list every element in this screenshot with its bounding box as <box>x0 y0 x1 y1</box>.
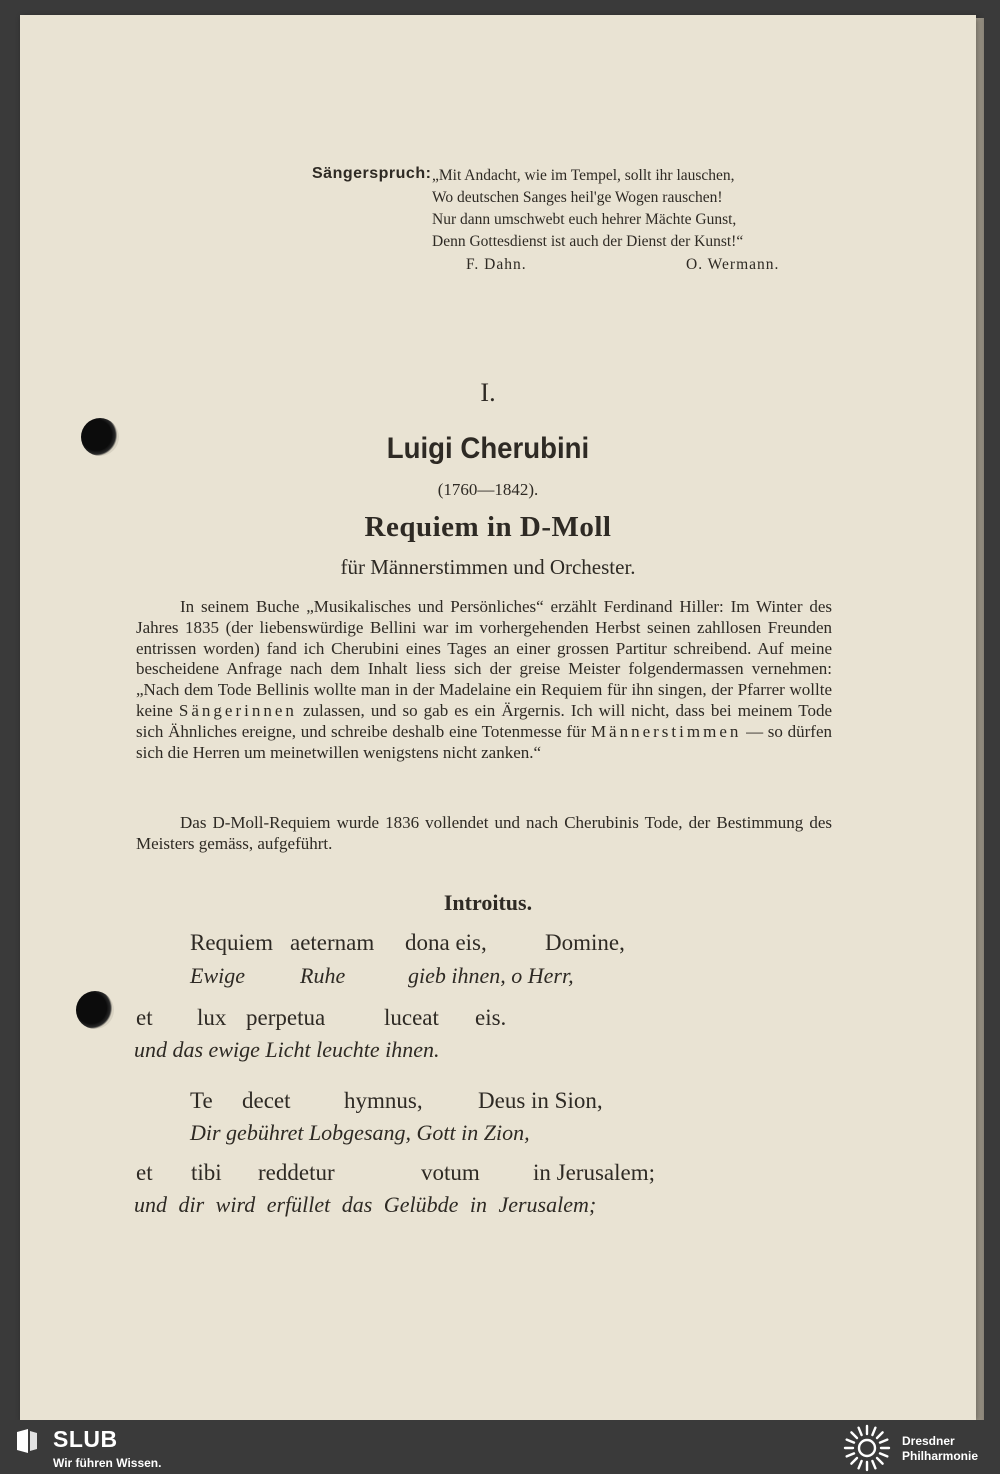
introitus-heading: Introitus. <box>443 890 533 915</box>
philharmonie-name-1: Dresdner <box>902 1434 955 1448</box>
german-line-2: und das ewige Licht leuchte ihnen. <box>134 1037 440 1062</box>
slub-tagline: Wir führen Wissen. <box>53 1456 162 1470</box>
slub-brand[interactable]: SLUB <box>53 1426 118 1452</box>
german-line-4: und dir wird erfüllet das Gelübde in Jerusalem; <box>134 1192 597 1217</box>
intro-paragraph-2: Das D-Moll-Requiem wurde 1836 vollendet und nach Cherubinis Tode, der Bestimmung des Meisters gemäss, aufgeführt. <box>136 813 832 853</box>
work-title: Requiem in D-Moll <box>364 511 612 543</box>
section-number: I. <box>480 378 496 407</box>
motto-label: Sängerspruch: <box>312 165 432 182</box>
emphasis-maennerstimmen: Männerstimmen <box>590 721 742 741</box>
composer-name: Luigi Cherubini <box>386 432 590 465</box>
emphasis-saengerinnen: Sängerinnen <box>178 700 297 720</box>
slub-logo-icon <box>14 1428 40 1454</box>
work-scoring: für Männerstimmen und Orchester. <box>340 555 636 579</box>
page-edge <box>976 18 984 1420</box>
punch-hole <box>76 991 114 1029</box>
motto-line: Wo deutschen Sanges heil'ge Wogen rauschen! <box>432 189 723 206</box>
composer-dates: (1760—1842). <box>437 480 539 499</box>
philharmonie-logo-icon <box>842 1423 892 1473</box>
motto-line: Denn Gottesdienst ist auch der Dienst der Kunst!“ <box>432 233 744 250</box>
viewer-footer <box>0 1420 1000 1474</box>
motto-composer: O. Wermann. <box>686 256 780 273</box>
motto-line: Nur dann umschwebt euch hehrer Mächte Gunst, <box>432 211 737 228</box>
motto-line: „Mit Andacht, wie im Tempel, sollt ihr lauschen, <box>432 167 735 184</box>
motto-author: F. Dahn. <box>466 256 527 273</box>
intro-paragraph: In seinem Buche „Musikalisches und Persönliches“ erzählt Ferdinand Hiller: Im Winter des Jahres 1835 (der liebenswürdige Bellini war im vorhergehenden Herbst seinen zahllosen Freunden entrissen worden) fand ich Cherubini eines Tages an einer grossen Partitur schreibend. Auf meine bescheidene Anfrage nach dem Inhalt liess sich der greise Meister folgendermassen vernehmen: „Nach dem Tode Bellinis wollte man in der Madelaine ein Requiem für ihn singen, der Pfarrer wollte keine Sängerinnen zulassen, und so gab es ein Ärgernis. Ich will nicht, dass bei meinem Tode sich Ähnliches ereigne, und schreibe deshalb eine Totenmesse für Männerstimmen — so dürfen sich die Herren um meinetwillen wenigstens nicht zanken.“ <box>136 597 832 762</box>
philharmonie-name-2: Philharmonie <box>902 1449 979 1463</box>
german-line-3: Dir gebühret Lobgesang, Gott in Zion, <box>190 1120 530 1145</box>
